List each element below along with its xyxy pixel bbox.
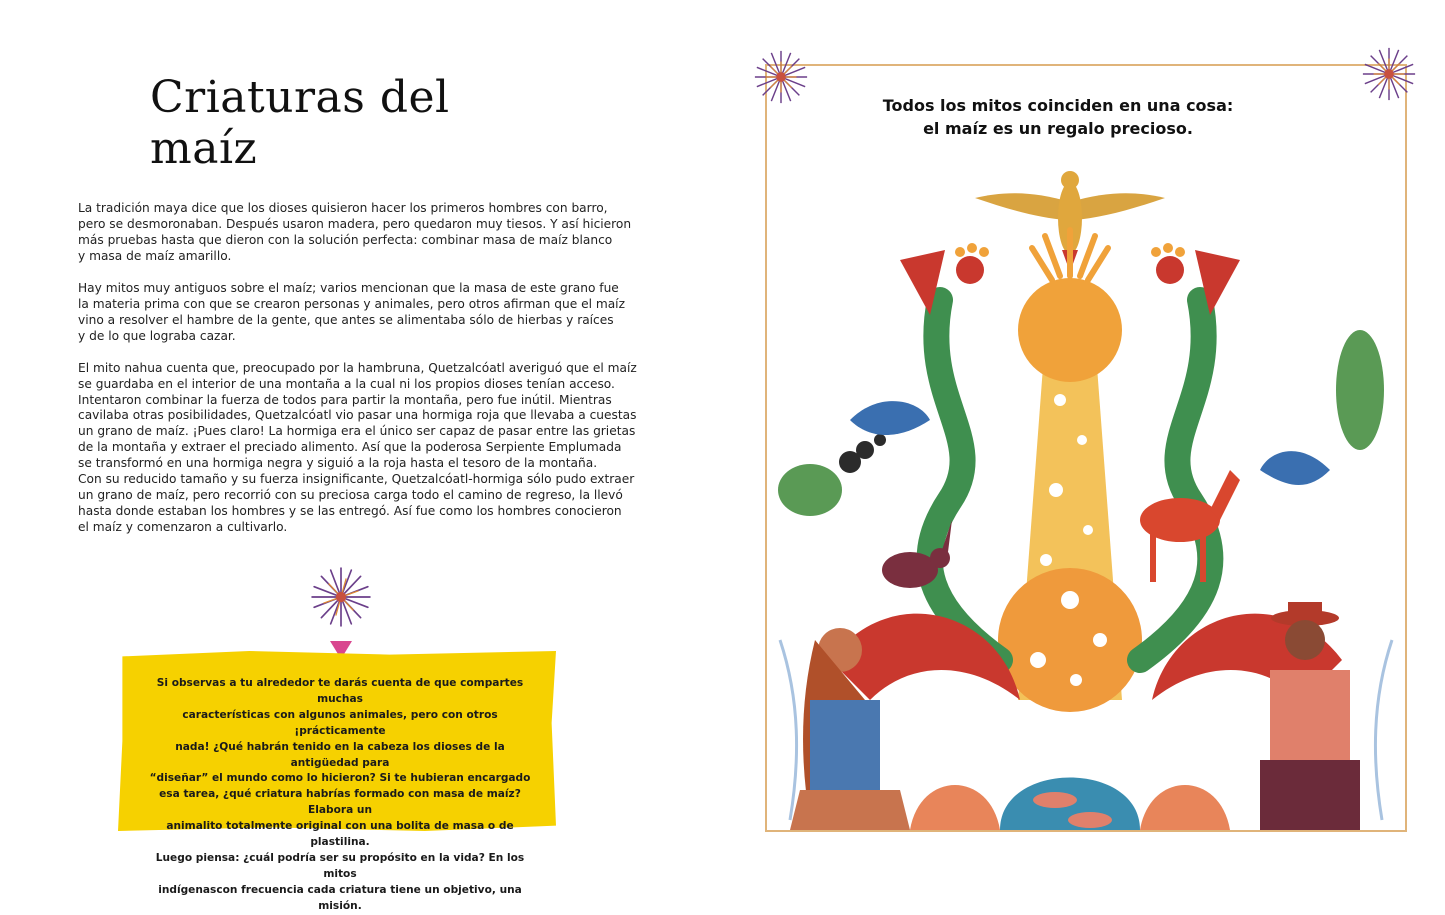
corn-mountain [998, 230, 1142, 712]
caption-line-1: Todos los mitos coinciden en una cosa: [882, 96, 1234, 115]
page-title: Criaturas del maíz [150, 72, 450, 174]
ant-icon [839, 434, 886, 473]
paragraph-1: La tradición maya dice que los dioses quisieron hacer los primeros hombres con barro, pero se desmoronaban. Después usaron madera, pero quedaron muy tiesos. Y así hicieron más pruebas hasta que dieron con la solución perfecta: combinar masa de maíz blanco y masa de maíz amarillo. [78, 201, 632, 263]
purple-flower-icon [310, 566, 372, 628]
body-text [78, 201, 638, 552]
paragraph-2: Hay mitos muy antiguos sobre el maíz; varios mencionan que la masa de este grano fue la materia prima con que se crearon personas y animales, pero otros afirman que el maíz vino a resolver el hambre de la gente, que antes se alimentaba sólo de hierbas y raíces y de lo que lograba cazar. [78, 280, 625, 343]
corner-flower-icon [1360, 45, 1418, 103]
maize-myth-illustration [770, 140, 1402, 852]
left-vine [930, 300, 1000, 660]
caption-line-2: el maíz es un regalo precioso. [923, 119, 1193, 138]
corner-flower-icon [752, 48, 810, 106]
illustration-caption [860, 94, 1256, 140]
left-page [0, 0, 722, 912]
activity-callout-text: Si observas a tu alrededor te darás cuenta de que compartes muchas características con algunos animales, pero con otros ¡prácticamente nada! ¿Qué habrán tenido en la cabeza los dioses de la antigüedad para “diseñar” el mundo como lo hicieron? Si te hubieran encargado esa tarea, ¿qué criatura habrías formado con masa de maíz? Elabora un animalito totalmente original con una bolita de masa o de plastilina. Luego piensa: ¿cuál podría ser su propósito en la vida? En los mitos indígenascon frecuencia cada criatura tiene un objetivo, una misión. [149, 677, 531, 912]
paragraph-3: El mito nahua cuenta que, preocupado por la hambruna, Quetzalcóatl averiguó que el maíz se guardaba en el interior de una montaña a la cual ni los propios dioses tenían acceso. Intentaron combinar la fuerza de todos para partir la montaña, pero fue inútil. Mientras cavilaba otras posibilidades, Quetzalcóatl vio pasar una hormiga roja que llevaba a cuestas un grano de maíz. ¡Pues claro! La hormiga era el único ser capaz de pasar entre las grietas de la montaña y extraer el preciado alimento. Así que la poderosa Serpiente Emplumada se transformó en una hormiga negra y siguió a la roja hasta el tesoro de la montaña. Con su reducido tamaño y su fuerza insignificante, Quetzalcóatl-hormiga sólo pudo extraer un grano de maíz, pero recorrió con su preciosa carga todo el camino de regreso, la llevó hasta donde estaban los hombres y se las entregó. Así fue como los hombres conocieron el maíz y comenzaron a cultivarlo. [78, 360, 637, 535]
right-vine [1140, 300, 1210, 660]
